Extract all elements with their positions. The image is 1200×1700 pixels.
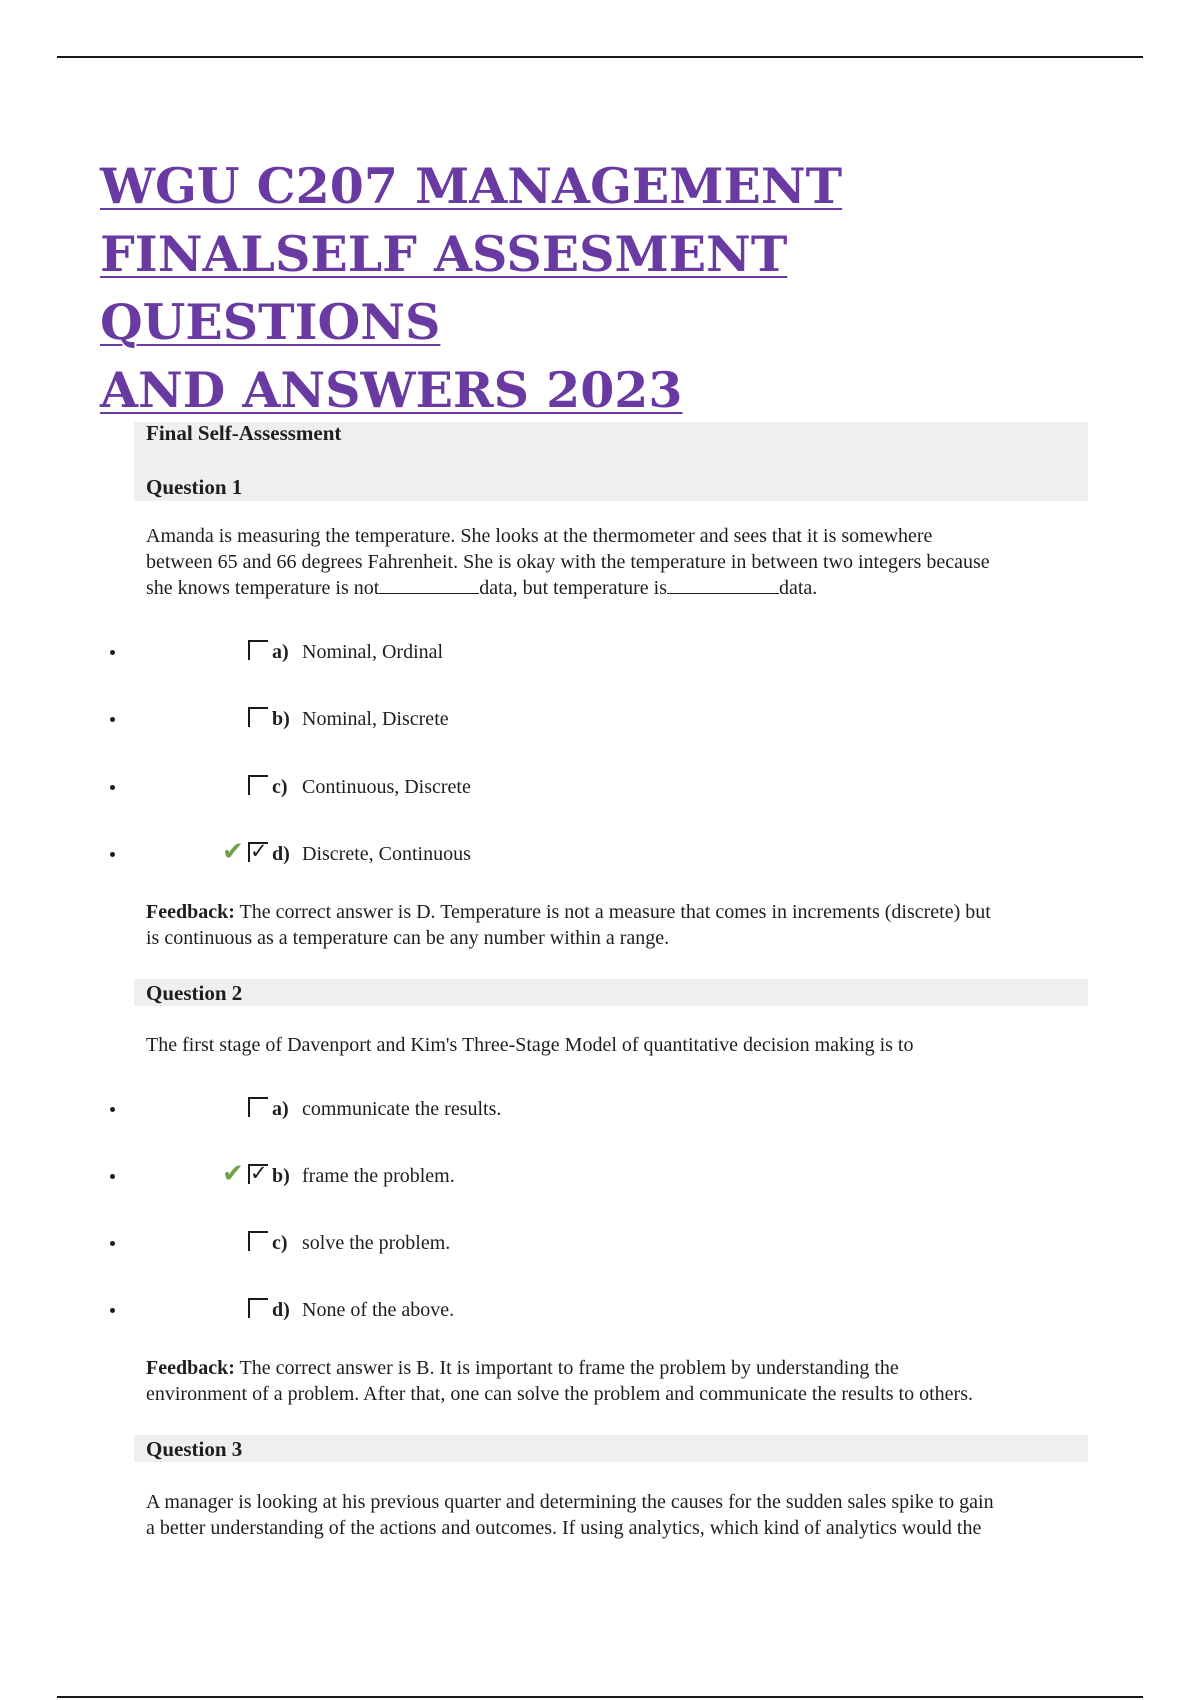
bottom-rule xyxy=(57,1696,1143,1698)
q1-line3-part-a: she knows temperature is not xyxy=(146,577,380,599)
fill-blank-2 xyxy=(667,575,779,594)
option-letter: d) xyxy=(272,843,290,865)
fill-blank-1 xyxy=(379,575,479,594)
check-mark-icon: ✔ xyxy=(222,1159,244,1189)
question-1-feedback xyxy=(146,899,1086,951)
title-line-3: AND ANSWERS 2023 xyxy=(100,361,683,419)
q1-line3-part-b: data, but temperature is xyxy=(479,577,667,599)
question-1-line-1: Amanda is measuring the temperature. She looks at the thermometer and sees that it is somewhere xyxy=(146,525,933,547)
question-3-text xyxy=(146,1489,1086,1541)
bullet xyxy=(110,650,115,655)
option-letter: a) xyxy=(272,641,289,663)
tick-icon: ✓ xyxy=(250,839,268,863)
bullet xyxy=(110,1174,115,1179)
option-text: Discrete, Continuous xyxy=(302,843,471,865)
feedback-line-1 xyxy=(146,1355,1086,1381)
bullet xyxy=(110,1241,115,1246)
option-letter: b) xyxy=(272,1165,290,1187)
question-3-line-1: A manager is looking at his previous quarter and determining the causes for the sudden sales spike to gain xyxy=(146,1491,994,1513)
q1-option-b[interactable] xyxy=(0,704,1200,734)
option-letter: a) xyxy=(272,1098,289,1120)
option-text: None of the above. xyxy=(302,1299,455,1321)
option-text: communicate the results. xyxy=(302,1098,502,1120)
empty-box-icon[interactable] xyxy=(248,707,268,727)
question-3-line-2: a better understanding of the actions and outcomes. If using analytics, which kind of analytics would the xyxy=(146,1517,982,1539)
q2-option-b[interactable] xyxy=(0,1161,1200,1191)
option-letter: d) xyxy=(272,1299,290,1321)
feedback-text-1: The correct answer is B. It is important to frame the problem by understanding the xyxy=(234,1357,899,1379)
option-text: Nominal, Ordinal xyxy=(302,641,444,663)
section-band-q2 xyxy=(134,979,1088,1006)
question-1-text xyxy=(146,523,1086,601)
empty-box-icon[interactable] xyxy=(248,775,268,795)
option-letter: b) xyxy=(272,708,290,730)
option-text: Continuous, Discrete xyxy=(302,776,471,798)
feedback-label: Feedback: xyxy=(146,901,235,923)
question-1-line-2: between 65 and 66 degrees Fahrenheit. She is okay with the temperature in between two integers because xyxy=(146,551,990,573)
title-line-1: WGU C207 MANAGEMENT xyxy=(100,157,843,215)
empty-box-icon[interactable] xyxy=(248,1298,268,1318)
checked-box-icon[interactable] xyxy=(248,1161,268,1185)
section-heading: Final Self-Assessment xyxy=(146,421,342,445)
question-1-line-3 xyxy=(146,575,1086,601)
option-letter: c) xyxy=(272,1232,288,1254)
empty-box-icon[interactable] xyxy=(248,1231,268,1251)
bullet xyxy=(110,1308,115,1313)
feedback-line-2: is continuous as a temperature can be any number within a range. xyxy=(146,927,670,949)
question-2-text: The first stage of Davenport and Kim's Three-Stage Model of quantitative decision making is to xyxy=(146,1034,914,1056)
question-3-heading: Question 3 xyxy=(146,1437,243,1461)
option-letter: c) xyxy=(272,776,288,798)
checked-box-icon[interactable] xyxy=(248,839,268,863)
feedback-line-1 xyxy=(146,899,1086,925)
q2-option-a[interactable] xyxy=(0,1094,1200,1124)
section-band-q3 xyxy=(134,1435,1088,1462)
document-title xyxy=(100,152,1100,424)
question-2-feedback xyxy=(146,1355,1086,1407)
title-line-2: FINALSELF ASSESMENT QUESTIONS xyxy=(100,225,788,351)
q2-option-c[interactable] xyxy=(0,1228,1200,1258)
empty-box-icon[interactable] xyxy=(248,640,268,660)
question-1-heading: Question 1 xyxy=(146,475,243,499)
q1-option-a[interactable] xyxy=(0,637,1200,667)
check-mark-icon: ✔ xyxy=(222,837,244,867)
tick-icon: ✓ xyxy=(250,1161,268,1185)
top-rule xyxy=(57,56,1143,58)
bullet xyxy=(110,785,115,790)
feedback-label: Feedback: xyxy=(146,1357,235,1379)
q1-option-c[interactable] xyxy=(0,772,1200,802)
q1-option-d[interactable] xyxy=(0,839,1200,869)
feedback-line-2: environment of a problem. After that, one can solve the problem and communicate the results to others. xyxy=(146,1383,973,1405)
feedback-text-1: The correct answer is D. Temperature is not a measure that comes in increments (discrete) but xyxy=(234,901,991,923)
q2-option-d[interactable] xyxy=(0,1295,1200,1325)
option-text: solve the problem. xyxy=(302,1232,451,1254)
question-2-heading: Question 2 xyxy=(146,981,243,1005)
bullet xyxy=(110,717,115,722)
q1-line3-part-c: data. xyxy=(779,577,818,599)
empty-box-icon[interactable] xyxy=(248,1097,268,1117)
option-text: frame the problem. xyxy=(302,1165,455,1187)
option-text: Nominal, Discrete xyxy=(302,708,449,730)
bullet xyxy=(110,852,115,857)
bullet xyxy=(110,1107,115,1112)
